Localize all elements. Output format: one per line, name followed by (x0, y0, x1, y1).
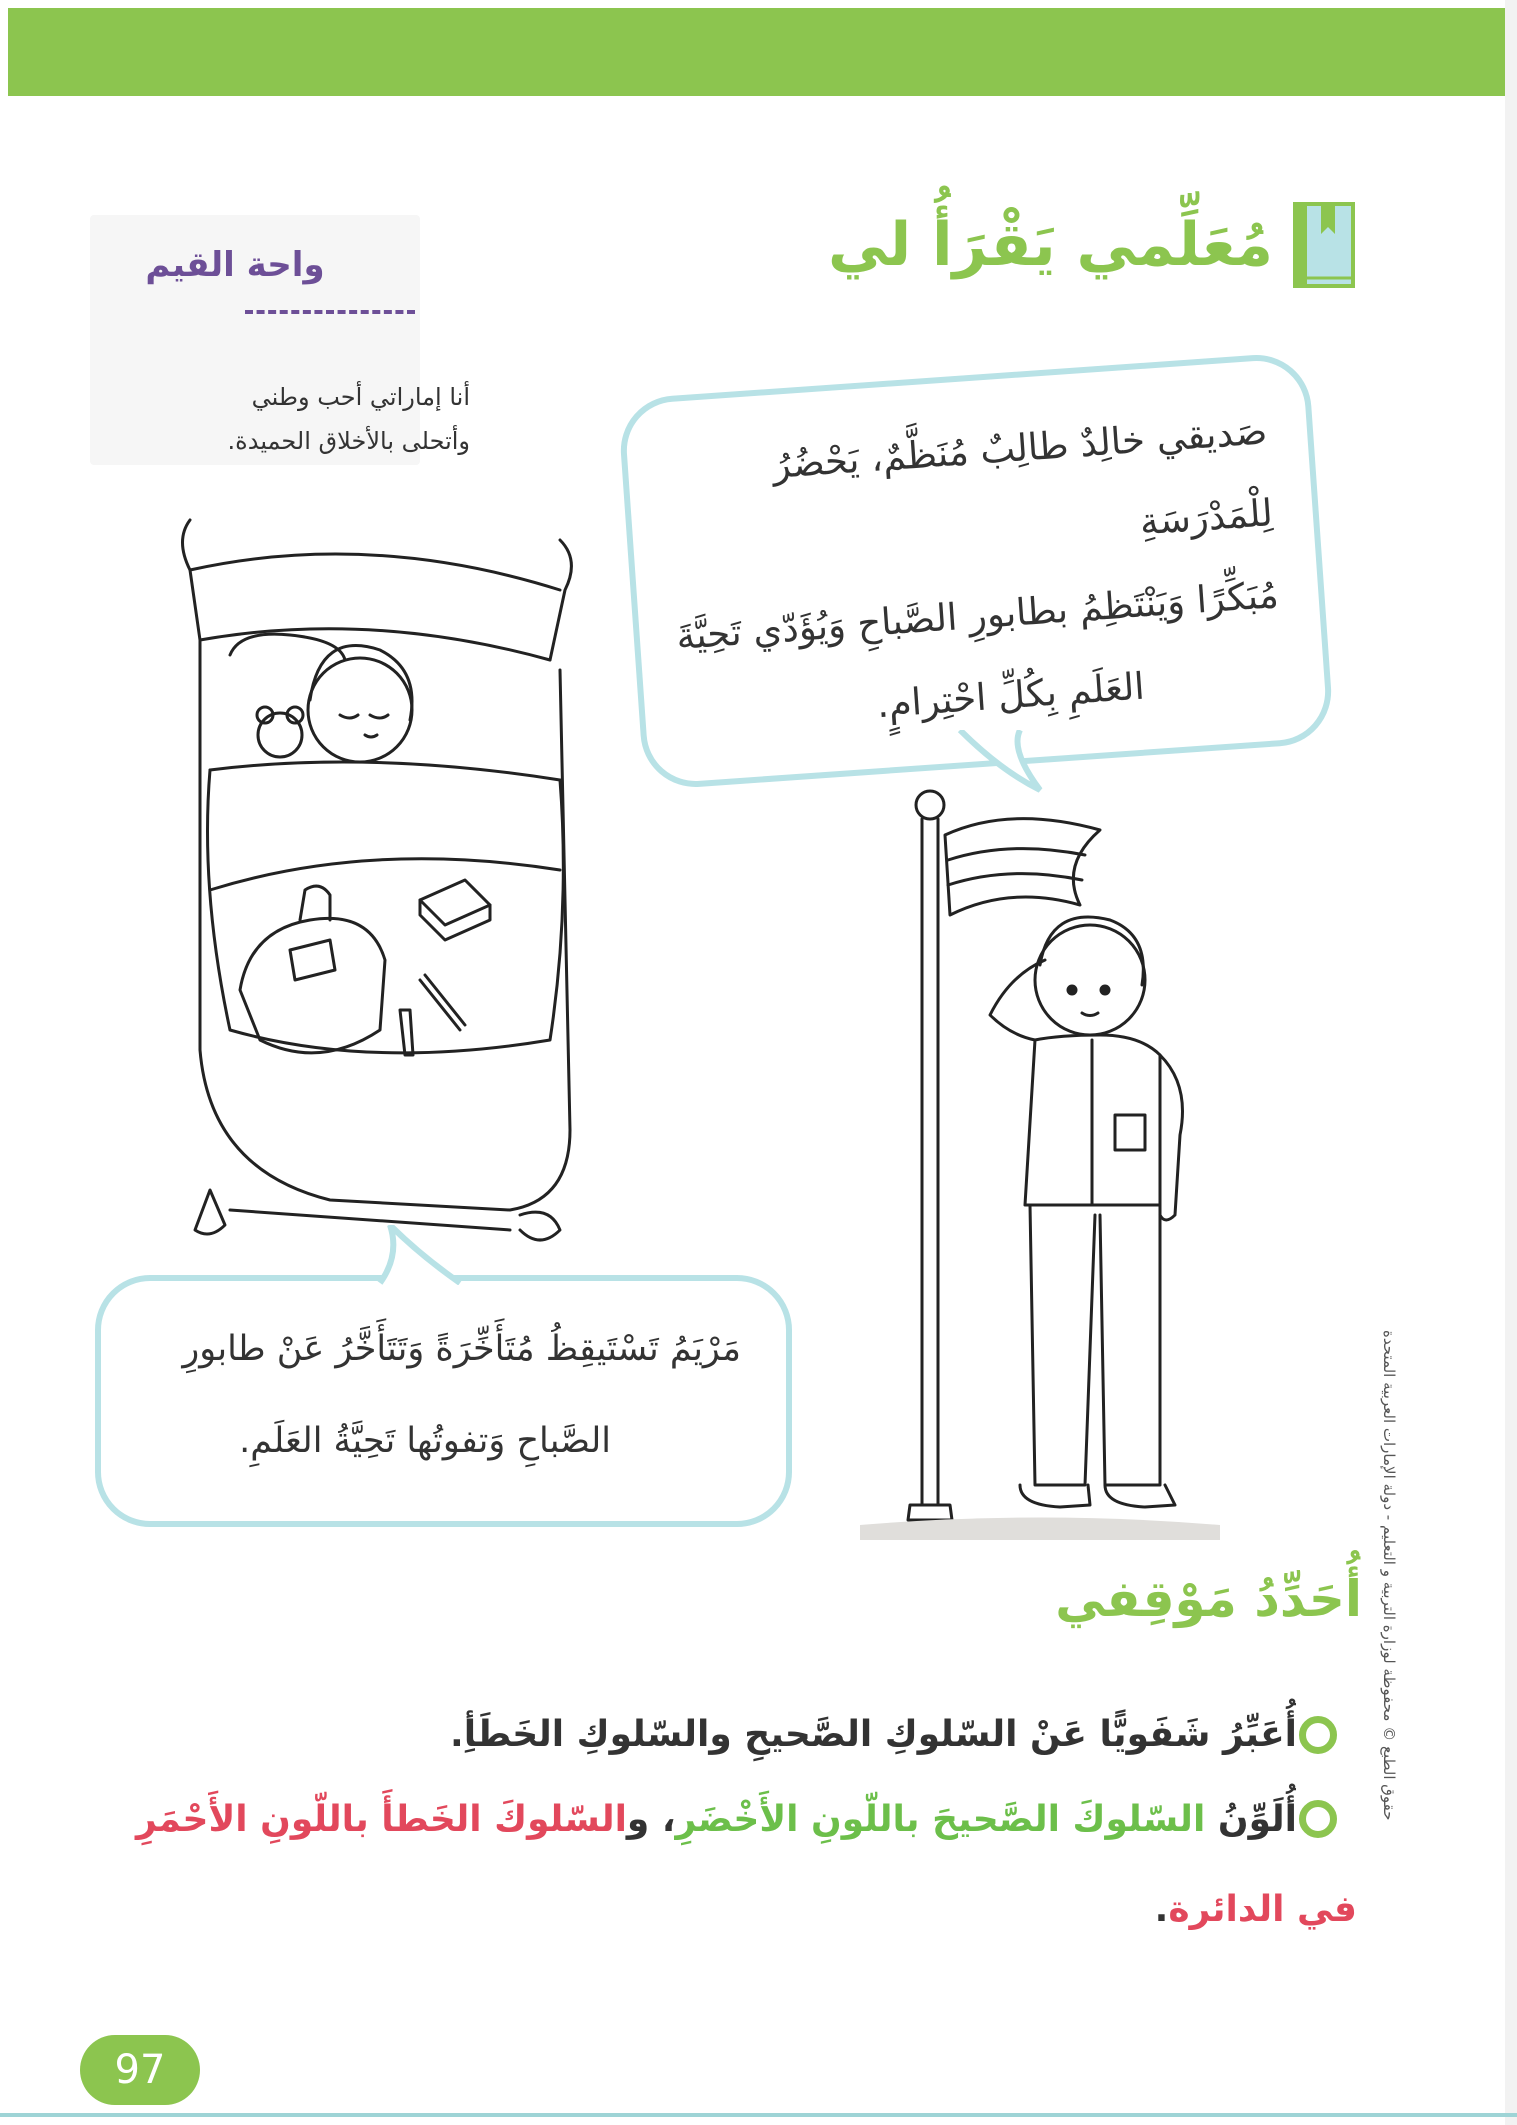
bottom-rule (0, 2113, 1517, 2117)
values-oasis-title: واحة القيم (145, 245, 325, 285)
speech-bubble-maryam (95, 1275, 792, 1527)
title-underline (245, 310, 415, 314)
story-line: مُبَكِّرًا وَيَنْتَظِمُ بطابورِ الصَّباحِ وَيُؤَدّي تَحِيَّةَ (674, 573, 1280, 659)
khaled-story-text (646, 390, 1287, 760)
top-banner (8, 8, 1508, 96)
values-line-2: وأتحلى بالأخلاق الحميدة. (227, 427, 470, 455)
maryam-story-text (131, 1303, 741, 1487)
separator-text: ، و (626, 1799, 676, 1840)
saluting-boy-flag-illustration (860, 785, 1220, 1545)
instruction-verb: أُلَوِّنُ (1217, 1799, 1297, 1840)
copyright-vertical (1380, 1330, 1400, 1850)
page-number: 97 (80, 2035, 200, 2105)
story-line: الصَّباحِ وَتفوتُها تَحِيَّةُ العَلَمِ. (239, 1421, 611, 1461)
story-line: العَلَمِ بِكُلِّ احْتِرامٍ. (875, 664, 1146, 727)
copyright-text: حقوق الطبع © محفوظة لوزارة التربية و التعليم - دولة الإمارات العربية المتحدة (1380, 1330, 1398, 1821)
section-header (828, 200, 1357, 290)
activity-item-2 (117, 1775, 1357, 1955)
story-line: مَرْيَمُ تَسْتَيقِظُ مُتَأَخِّرَةً وَتَتَأَخَّرُ عَنْ طابورِ (182, 1329, 741, 1369)
activity-item-1 (137, 1690, 1357, 1780)
sleeping-girl-illustration (170, 510, 590, 1260)
activity-title: أُحَدِّدُ مَوْقِفي (1055, 1570, 1362, 1628)
book-icon (1291, 200, 1357, 290)
section-title: مُعَلِّمي يَقْرَأُ لي (827, 210, 1273, 280)
page-edge (1505, 0, 1517, 2125)
values-oasis-text (110, 375, 470, 463)
period: . (1154, 1889, 1169, 1930)
story-line: صَديقي خالِدٌ طالِبٌ مُنَظَّمٌ، يَحْضُرُ لِلْمَدْرَسَةِ (771, 409, 1275, 544)
values-line-1: أنا إماراتي أحب وطني (251, 383, 470, 411)
activity-item-1-text: أُعَبِّرُ شَفَويًّا عَنْ السّلوكِ الصَّحيحِ والسّلوكِ الخَطَأِ. (450, 1714, 1297, 1755)
speech-bubble-khaled (617, 351, 1335, 790)
wrong-behavior-red: السّلوكَ الخَطأَ باللّونِ الأَحْمَرِ في الدائرة (136, 1799, 1357, 1930)
bubble-tail-maryam (370, 1225, 470, 1285)
values-oasis-box (90, 215, 470, 465)
correct-behavior-green: السّلوكَ الصَّحيحَ باللّونِ الأَخْضَرِ (675, 1799, 1206, 1840)
